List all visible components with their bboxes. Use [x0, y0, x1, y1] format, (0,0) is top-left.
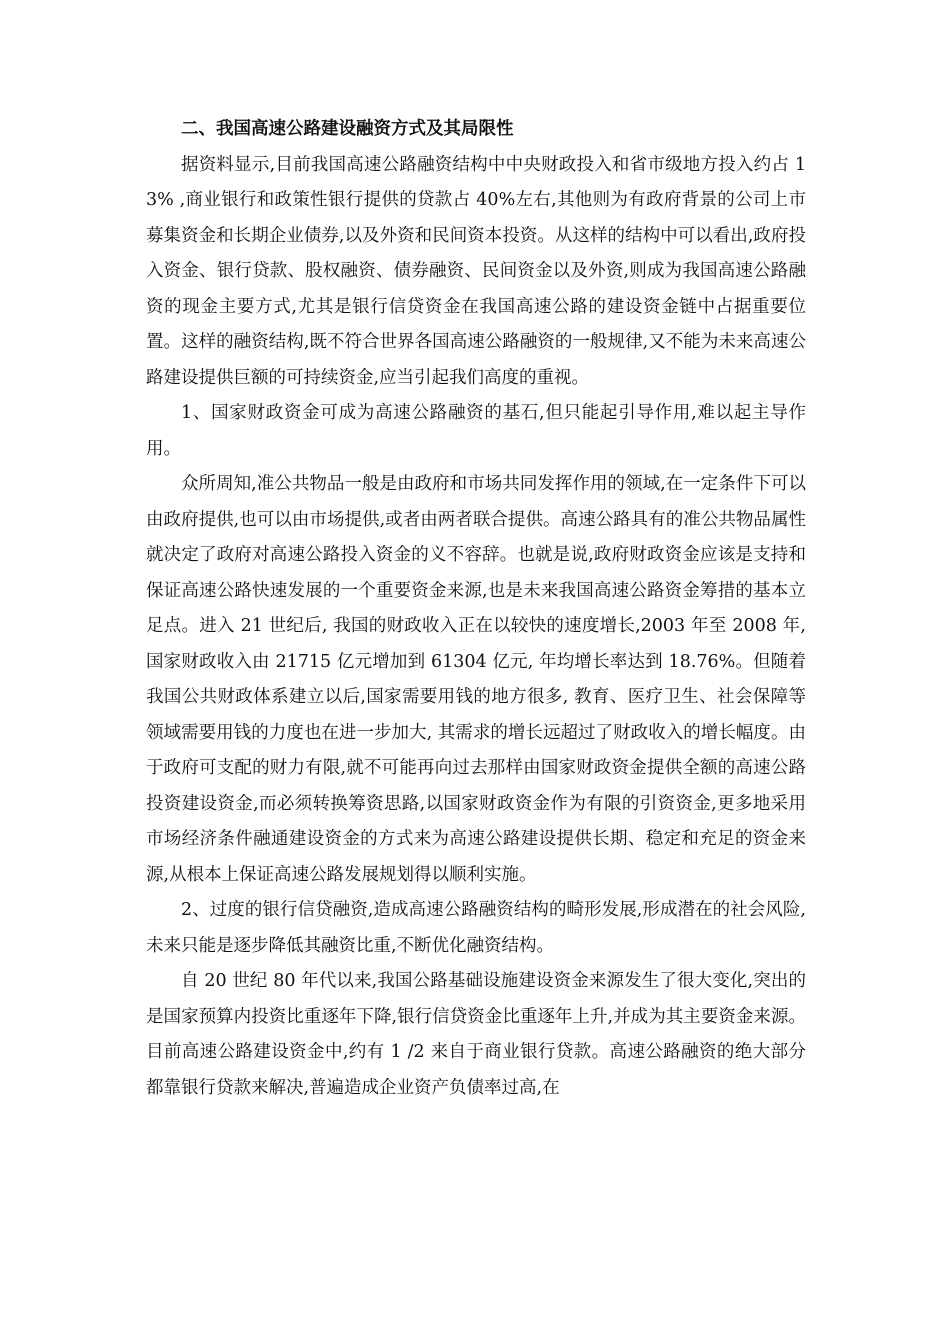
section-heading: 二、我国高速公路建设融资方式及其局限性 — [181, 119, 514, 139]
paragraph-financing-structure: 据资料显示,目前我国高速公路融资结构中中央财政投入和省市级地方投入约占 13% ,商业银行和政策性银行提供的贷款占 40%左右,其他则为有政府背景的公司上市募集资金和长期企业债券,以及外资和民间资本投资。从这样的结构中可以看出,政府投入资金、银行贷款、股权融资、债券融资、民间资金以及外资,则成为我国高速公路融资的现金主要方式,尤其是银行信贷资金在我国高速公路的建设资金链中占据重要位置。这样的融资结构,既不符合世界各国高速公路融资的一般规律,又不能为未来高速公路建设提供巨额的可持续资金,应当引起我们高度的重视。 — [146, 154, 806, 388]
document-body — [146, 112, 806, 1106]
paragraph-fiscal-funds: 众所周知,准公共物品一般是由政府和市场共同发挥作用的领域,在一定条件下可以由政府提供,也可以由市场提供,或者由两者联合提供。高速公路具有的准公共物品属性就决定了政府对高速公路投入资金的义不容辞。也就是说,政府财政资金应该是支持和保证高速公路快速发展的一个重要资金来源,也是未来我国高速公路资金筹措的基本立足点。进入 21 世纪后, 我国的财政收入正在以较快的速度增长,2003 年至 2008 年, 国家财政收入由 21715 亿元增加到 61304 亿元, 年均增长率达到 18.76%。但随着我国公共财政体系建立以后,国家需要用钱的地方很多, 教育、医疗卫生、社会保障等领域需要用钱的力度也在进一步加大, 其需求的增长远超过了财政收入的增长幅度。由于政府可支配的财力有限,就不可能再向过去那样由国家财政资金提供全额的高速公路投资建设资金,而必须转换筹资思路,以国家财政资金作为有限的引资资金,更多地采用市场经济条件融通建设资金的方式来为高速公路建设提供长期、稳定和充足的资金来源,从根本上保证高速公路发展规划得以顺利实施。 — [146, 474, 806, 885]
paragraph-point-1-title: 1、国家财政资金可成为高速公路融资的基石,但只能起引导作用,难以起主导作用。 — [146, 403, 806, 459]
paragraph-point-2-title: 2、过度的银行信贷融资,造成高速公路融资结构的畸形发展,形成潜在的社会风险,未来只能是逐步降低其融资比重,不断优化融资结构。 — [146, 900, 806, 956]
paragraph-bank-credit: 自 20 世纪 80 年代以来,我国公路基础设施建设资金来源发生了很大变化,突出的是国家预算内投资比重逐年下降,银行信贷资金比重逐年上升,并成为其主要资金来源。目前高速公路建设资金中,约有 1 /2 来自于商业银行贷款。高速公路融资的绝大部分都靠银行贷款来解决,普遍造成企业资产负债率过高,在 — [146, 971, 806, 1098]
